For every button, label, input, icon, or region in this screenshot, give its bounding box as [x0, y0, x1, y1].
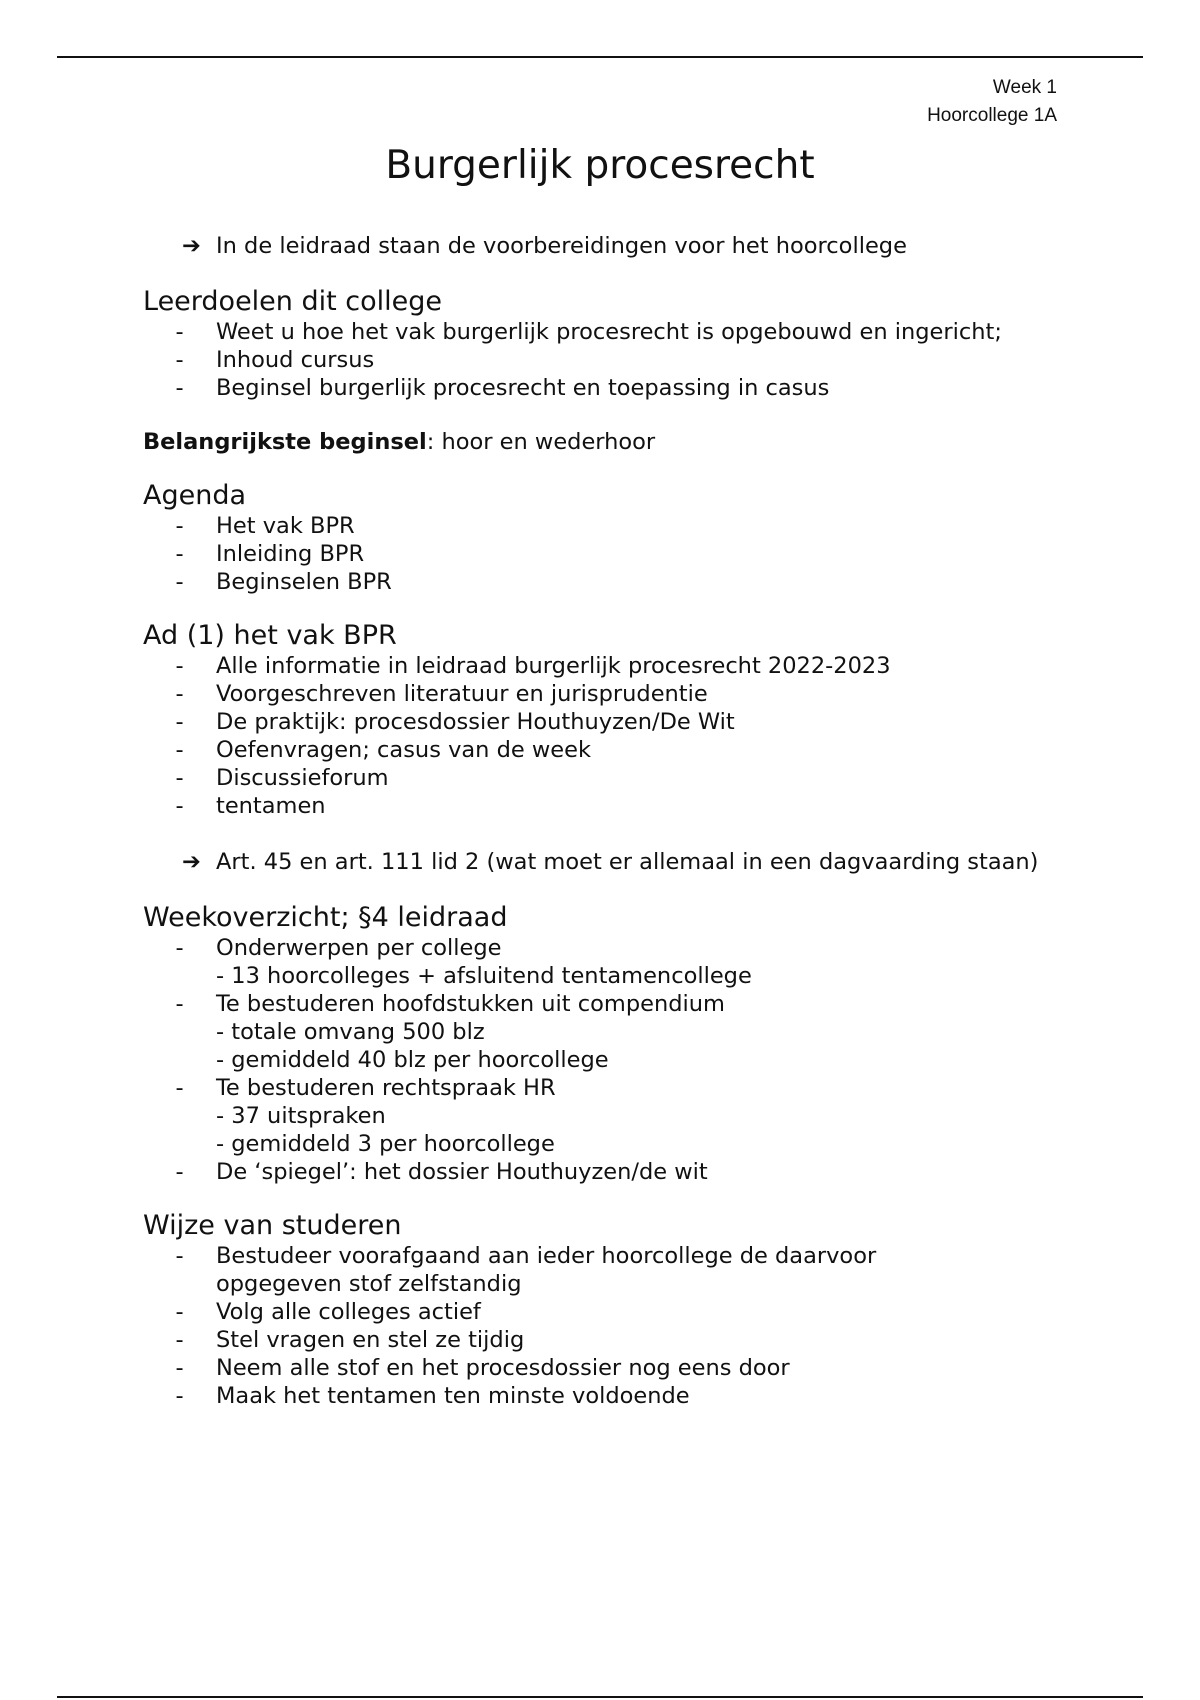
- header-lecture: Hoorcollege 1A: [927, 105, 1057, 126]
- list-item: - Bestudeer voorafgaand aan ieder hoorcollege de daarvoor opgegeven stof zelfstandig: [143, 1242, 1058, 1298]
- list-agenda: [143, 512, 1058, 596]
- top-rule: [57, 56, 1143, 58]
- list-item-text: Te bestuderen rechtspraak HR: [216, 1075, 556, 1101]
- list-item-text: tentamen: [216, 793, 326, 819]
- heading-studeren: Wijze van studeren: [143, 1210, 402, 1241]
- list-item-text: Maak het tentamen ten minste voldoende: [216, 1383, 690, 1409]
- list-item-text: Volg alle colleges actief: [216, 1299, 481, 1325]
- heading-leerdoelen: Leerdoelen dit college: [143, 286, 443, 317]
- heading-weekoverzicht: Weekoverzicht; §4 leidraad: [143, 902, 508, 933]
- list-item: - Voorgeschreven literatuur en jurisprudentie: [143, 680, 1058, 708]
- list-item: - tentamen: [143, 792, 1058, 820]
- header-week: Week 1: [992, 77, 1057, 98]
- list-item-text: Beginselen BPR: [216, 569, 392, 595]
- list-item-text: Neem alle stof en het procesdossier nog eens door: [216, 1355, 790, 1381]
- list-item-text: Voorgeschreven literatuur en jurisprudentie: [216, 681, 708, 707]
- list-item: - Neem alle stof en het procesdossier nog eens door: [143, 1354, 1058, 1382]
- list-item: - Inleiding BPR: [143, 540, 1058, 568]
- page-header: [927, 74, 1057, 130]
- list-item: - Te bestuderen rechtspraak HR - 37 uitspraken - gemiddeld 3 per hoorcollege: [143, 1074, 1058, 1158]
- list-item-text: Onderwerpen per college: [216, 935, 502, 961]
- list-leerdoelen: [143, 318, 1058, 402]
- list-weekoverzicht: [143, 934, 1058, 1186]
- list-item-text: Het vak BPR: [216, 513, 355, 539]
- sub-item: - totale omvang 500 blz: [216, 1019, 485, 1045]
- arrow-icon: ➔: [182, 233, 201, 259]
- heading-ad1: Ad (1) het vak BPR: [143, 620, 397, 651]
- list-item-text: Inleiding BPR: [216, 541, 365, 567]
- sub-item: - 37 uitspraken: [216, 1103, 386, 1129]
- note-leidraad: [143, 232, 1058, 260]
- list-item: - Beginsel burgerlijk procesrecht en toepassing in casus: [143, 374, 1058, 402]
- list-item-text: Oefenvragen; casus van de week: [216, 737, 591, 763]
- list-studeren: [143, 1242, 1058, 1410]
- document-body: [143, 232, 1058, 1410]
- sub-item: - gemiddeld 3 per hoorcollege: [216, 1131, 555, 1157]
- list-item: - Volg alle colleges actief: [143, 1298, 1058, 1326]
- list-item: - Te bestuderen hoofdstukken uit compendium - totale omvang 500 blz - gemiddeld 40 blz per hoorcollege: [143, 990, 1058, 1074]
- note-text: In de leidraad staan de voorbereidingen voor het hoorcollege: [216, 233, 907, 259]
- list-item: - Stel vragen en stel ze tijdig: [143, 1326, 1058, 1354]
- list-item-text: Beginsel burgerlijk procesrecht en toepassing in casus: [216, 375, 830, 401]
- note-text: Art. 45 en art. 111 lid 2 (wat moet er allemaal in een dagvaarding staan): [216, 849, 1039, 875]
- page-title: Burgerlijk procesrecht: [385, 143, 815, 188]
- sub-item: - gemiddeld 40 blz per hoorcollege: [216, 1047, 609, 1073]
- list-item: - Weet u hoe het vak burgerlijk procesrecht is opgebouwd en ingericht;: [143, 318, 1058, 346]
- list-item-text: Stel vragen en stel ze tijdig: [216, 1327, 525, 1353]
- list-item-text: De ‘spiegel’: het dossier Houthuyzen/de wit: [216, 1159, 708, 1185]
- note-dagvaarding: [143, 848, 1058, 876]
- list-item-text: De praktijk: procesdossier Houthuyzen/De Wit: [216, 709, 735, 735]
- list-item: - Oefenvragen; casus van de week: [143, 736, 1058, 764]
- key-principle-label: Belangrijkste beginsel: [143, 429, 427, 455]
- list-item: - Onderwerpen per college - 13 hoorcolleges + afsluitend tentamencollege: [143, 934, 1058, 990]
- arrow-icon: ➔: [182, 849, 201, 875]
- list-item-text: Te bestuderen hoofdstukken uit compendium: [216, 991, 725, 1017]
- heading-agenda: Agenda: [143, 480, 247, 511]
- list-item-text: Inhoud cursus: [216, 347, 375, 373]
- bottom-rule: [57, 1696, 1143, 1698]
- list-item: - De praktijk: procesdossier Houthuyzen/De Wit: [143, 708, 1058, 736]
- key-principle: [143, 428, 1058, 456]
- list-item: - Discussieforum: [143, 764, 1058, 792]
- list-item-text: Weet u hoe het vak burgerlijk procesrecht is opgebouwd en ingericht;: [216, 319, 1002, 345]
- list-item: - Beginselen BPR: [143, 568, 1058, 596]
- list-item: - Alle informatie in leidraad burgerlijk procesrecht 2022-2023: [143, 652, 1058, 680]
- list-item-text: Discussieforum: [216, 765, 389, 791]
- sub-item: - 13 hoorcolleges + afsluitend tentamencollege: [216, 963, 752, 989]
- key-principle-text: : hoor en wederhoor: [426, 429, 656, 455]
- list-item: - De ‘spiegel’: het dossier Houthuyzen/de wit: [143, 1158, 1058, 1186]
- list-item: - Het vak BPR: [143, 512, 1058, 540]
- list-item: - Inhoud cursus: [143, 346, 1058, 374]
- list-item-text: Alle informatie in leidraad burgerlijk procesrecht 2022-2023: [216, 653, 891, 679]
- list-ad1: [143, 652, 1058, 820]
- list-item-text: Bestudeer voorafgaand aan ieder hoorcollege de daarvoor opgegeven stof zelfstandig: [216, 1243, 877, 1297]
- list-item: - Maak het tentamen ten minste voldoende: [143, 1382, 1058, 1410]
